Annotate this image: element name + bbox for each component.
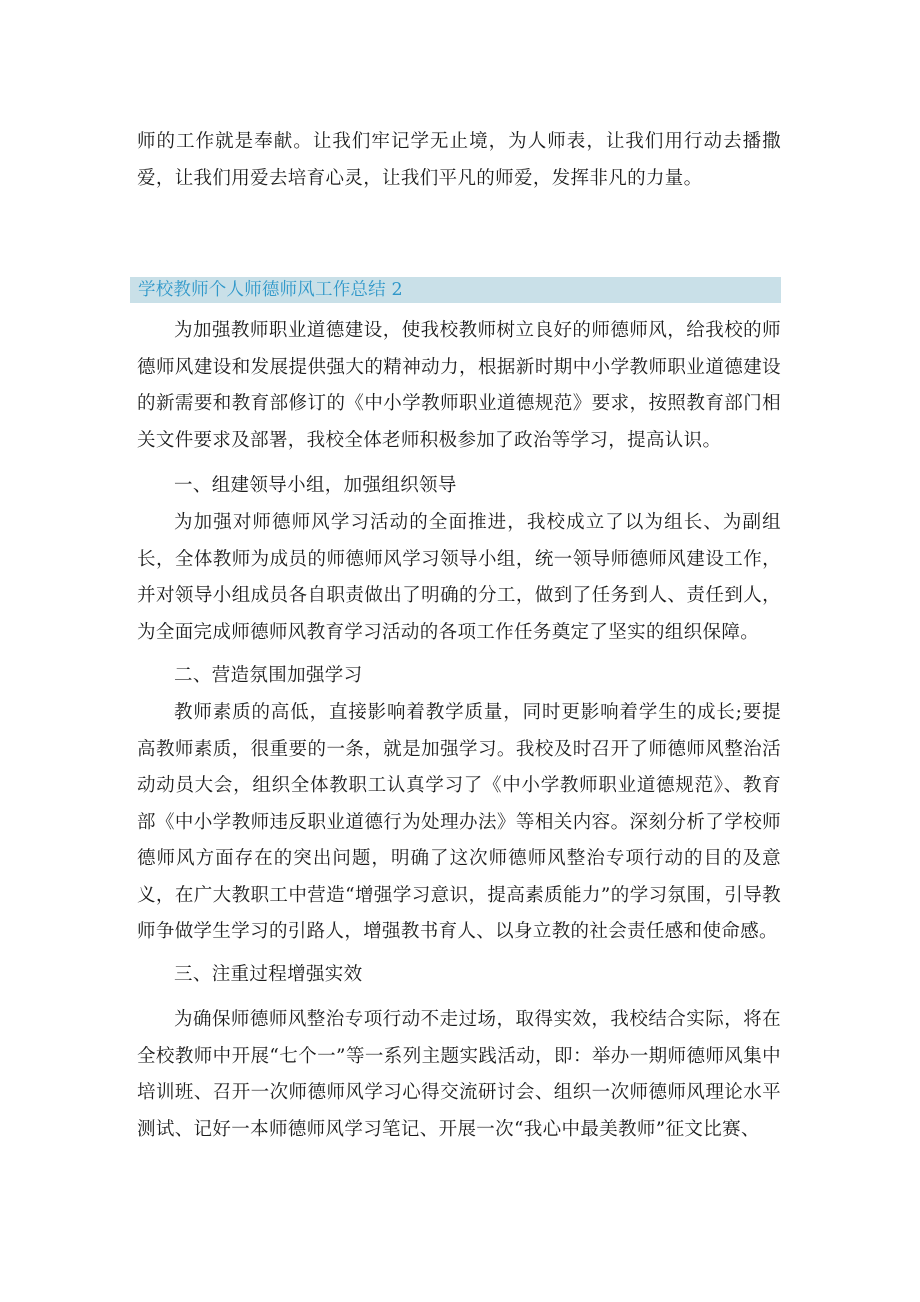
closing-paragraph: 师的工作就是奉献。让我们牢记学无止境，为人师表，让我们用行动去播撒爱，让我们用爱去培育心灵，让我们平凡的师爱，发挥非凡的力量。 (137, 131, 781, 189)
subheading-1: 一、组建领导小组，加强组织领导 (174, 475, 457, 496)
body-paragraph-3: 为确保师德师风整治专项行动不走过场，取得实效，我校结合实际，将在全校教师中开展“七个一”等一系列主题实践活动，即：举办一期师德师风集中培训班、召开一次师德师风学习心得交流研讨会、组织一次师德师风理论水平测试、记好一本师德师风学习笔记、开展一次“我心中最美教师”征文比赛、 (137, 1009, 781, 1140)
body-paragraph-2: 教师素质的高低，直接影响着教学质量，同时更影响着学生的成长;要提高教师素质，很重要的一条，就是加强学习。我校及时召开了师德师风整治活动动员大会，组织全体教职工认真学习了《中小学教师职业道德规范》、教育部《中小学教师违反职业道德行为处理办法》等相关内容。深刻分析了学校师德师风方面存在的突出问题，明确了这次师德师风整治专项行动的目的及意义，在广大教职工中营造“增强学习意识，提高素质能力”的学习氛围，引导教师争做学生学习的引路人，增强教书育人、以身立教的社会责任感和使命感。 (137, 702, 781, 942)
body-paragraph-1: 为加强对师德师风学习活动的全面推进，我校成立了以为组长、为副组长，全体教师为成员的师德师风学习领导小组，统一领导师德师风建设工作，并对领导小组成员各自职责做出了明确的分工，做到了任务到人、责任到人，为全面完成师德师风教育学习活动的各项工作任务奠定了坚实的组织保障。 (137, 512, 781, 643)
subheading-2: 二、营造氛围加强学习 (174, 665, 363, 686)
subheading-3: 三、注重过程增强实效 (174, 964, 363, 985)
section-heading: 学校教师个人师德师风工作总结 2 (138, 280, 403, 300)
section-heading-bar (130, 277, 781, 303)
intro-paragraph: 为加强教师职业道德建设，使我校教师树立良好的师德师风，给我校的师德师风建设和发展提供强大的精神动力，根据新时期中小学教师职业道德建设的新需要和教育部修订的《中小学教师职业道德规范》要求，按照教育部门相关文件要求及部署，我校全体老师积极参加了政治等学习，提高认识。 (137, 320, 781, 451)
